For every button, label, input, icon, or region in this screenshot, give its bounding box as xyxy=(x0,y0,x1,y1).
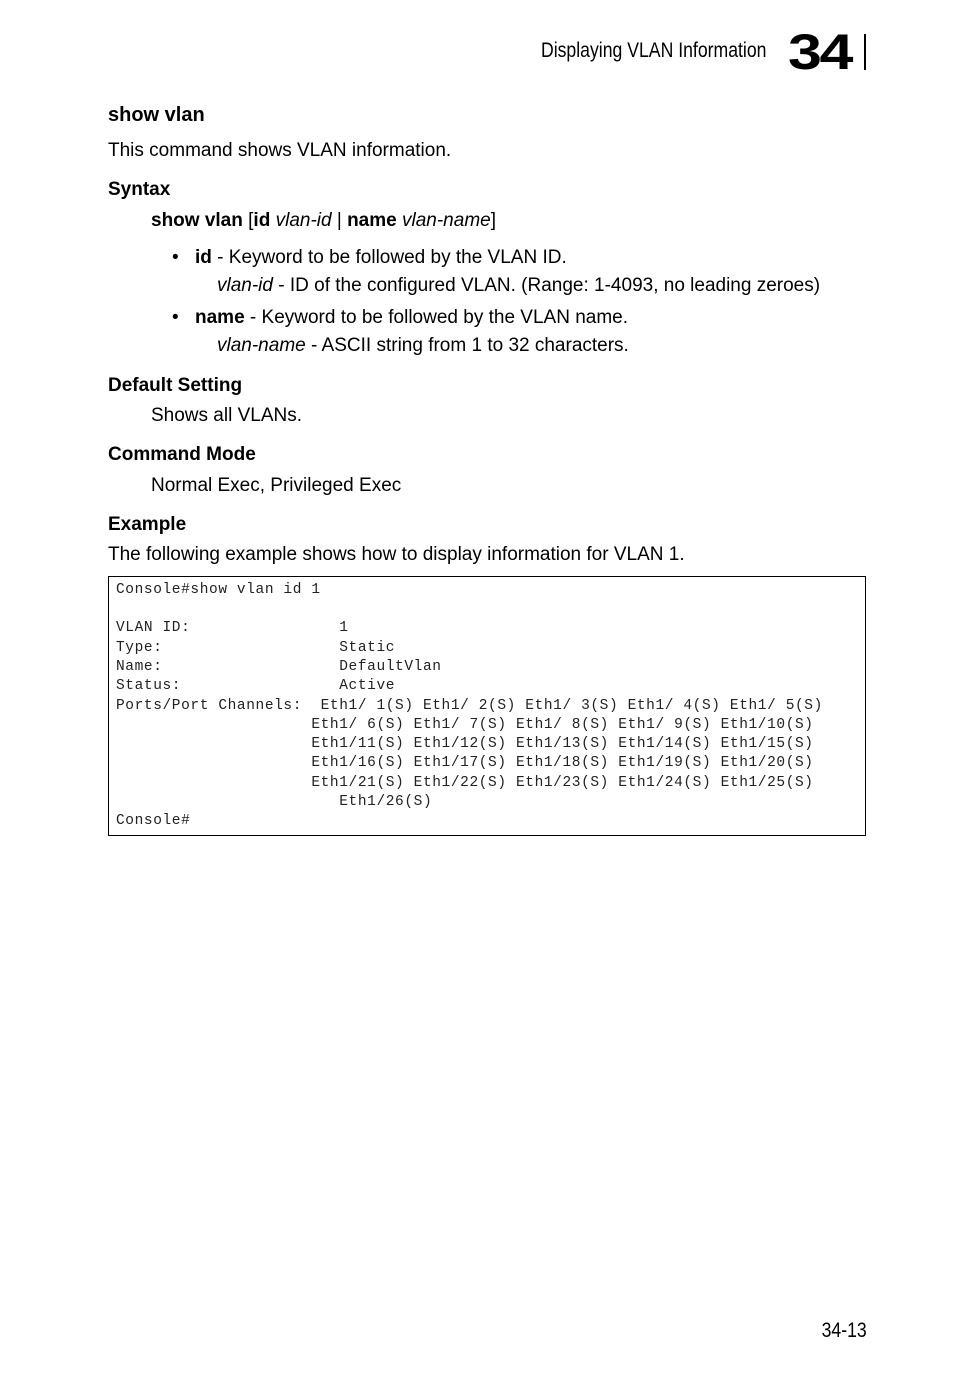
param-name-keyword-desc: - Keyword to be followed by the VLAN name. xyxy=(244,307,629,328)
console-line: Eth1/16(S) Eth1/17(S) Eth1/18(S) Eth1/19(S) Eth1/20(S) xyxy=(116,755,814,771)
console-line: Type: Static xyxy=(116,640,396,656)
default-setting-heading: Default Setting xyxy=(108,375,243,396)
default-setting-text: Shows all VLANs. xyxy=(151,405,303,426)
example-heading: Example xyxy=(108,514,187,535)
page-number: 34-13 xyxy=(821,1319,867,1342)
command-mode-heading: Command Mode xyxy=(108,444,256,465)
param-id-keyword: id xyxy=(195,247,212,268)
param-id-arg: vlan-id xyxy=(217,275,273,296)
param-name-arg-line xyxy=(217,334,629,358)
console-line: Eth1/11(S) Eth1/12(S) Eth1/13(S) Eth1/14(S) Eth1/15(S) xyxy=(116,736,814,752)
param-id-arg-line xyxy=(217,274,820,298)
syntax-command: show vlan xyxy=(151,210,243,231)
console-line: Eth1/ 6(S) Eth1/ 7(S) Eth1/ 8(S) Eth1/ 9(S) Eth1/10(S) xyxy=(116,717,814,733)
example-text: The following example shows how to display information for VLAN 1. xyxy=(108,544,685,565)
bullet-dot: • xyxy=(172,247,179,268)
syntax-keyword-id: id xyxy=(253,210,271,231)
syntax-open-bracket: [ xyxy=(248,210,254,231)
syntax-pipe: | xyxy=(336,210,342,231)
syntax-line xyxy=(151,209,496,233)
command-mode-text: Normal Exec, Privileged Exec xyxy=(151,475,402,496)
bullet-dot: • xyxy=(172,307,179,328)
console-line: Status: Active xyxy=(116,678,396,694)
param-name-arg: vlan-name xyxy=(217,335,306,356)
console-line: Ports/Port Channels: Eth1/ 1(S) Eth1/ 2(S) Eth1/ 3(S) Eth1/ 4(S) Eth1/ 5(S) xyxy=(116,698,823,714)
running-header-title: Displaying VLAN Information xyxy=(540,39,766,62)
console-line: Eth1/21(S) Eth1/22(S) Eth1/23(S) Eth1/24(S) Eth1/25(S) xyxy=(116,775,814,791)
param-id-keyword-desc: - Keyword to be followed by the VLAN ID. xyxy=(211,247,567,268)
console-line: Name: DefaultVlan xyxy=(116,659,442,675)
chapter-number: 34 xyxy=(788,24,851,80)
param-name-arg-desc: - ASCII string from 1 to 32 characters. xyxy=(305,335,629,356)
param-name-keyword: name xyxy=(195,307,245,328)
syntax-arg-vlan-name: vlan-name xyxy=(402,210,491,231)
console-line: Eth1/26(S) xyxy=(116,794,433,810)
console-line: Console#show vlan id 1 xyxy=(116,582,321,598)
param-id-line xyxy=(195,246,567,270)
console-output-box xyxy=(108,576,866,836)
command-description: This command shows VLAN information. xyxy=(108,140,452,161)
syntax-keyword-name: name xyxy=(347,210,397,231)
syntax-close-bracket: ] xyxy=(490,210,496,231)
console-line: VLAN ID: 1 xyxy=(116,620,349,636)
chapter-rule xyxy=(864,34,866,70)
syntax-heading: Syntax xyxy=(108,179,171,200)
syntax-arg-vlan-id: vlan-id xyxy=(275,210,332,231)
console-line: Console# xyxy=(116,813,191,829)
param-name-line xyxy=(195,306,628,330)
param-id-arg-desc: - ID of the configured VLAN. (Range: 1-4093, no leading zeroes) xyxy=(272,275,821,296)
command-heading: show vlan xyxy=(108,104,205,126)
